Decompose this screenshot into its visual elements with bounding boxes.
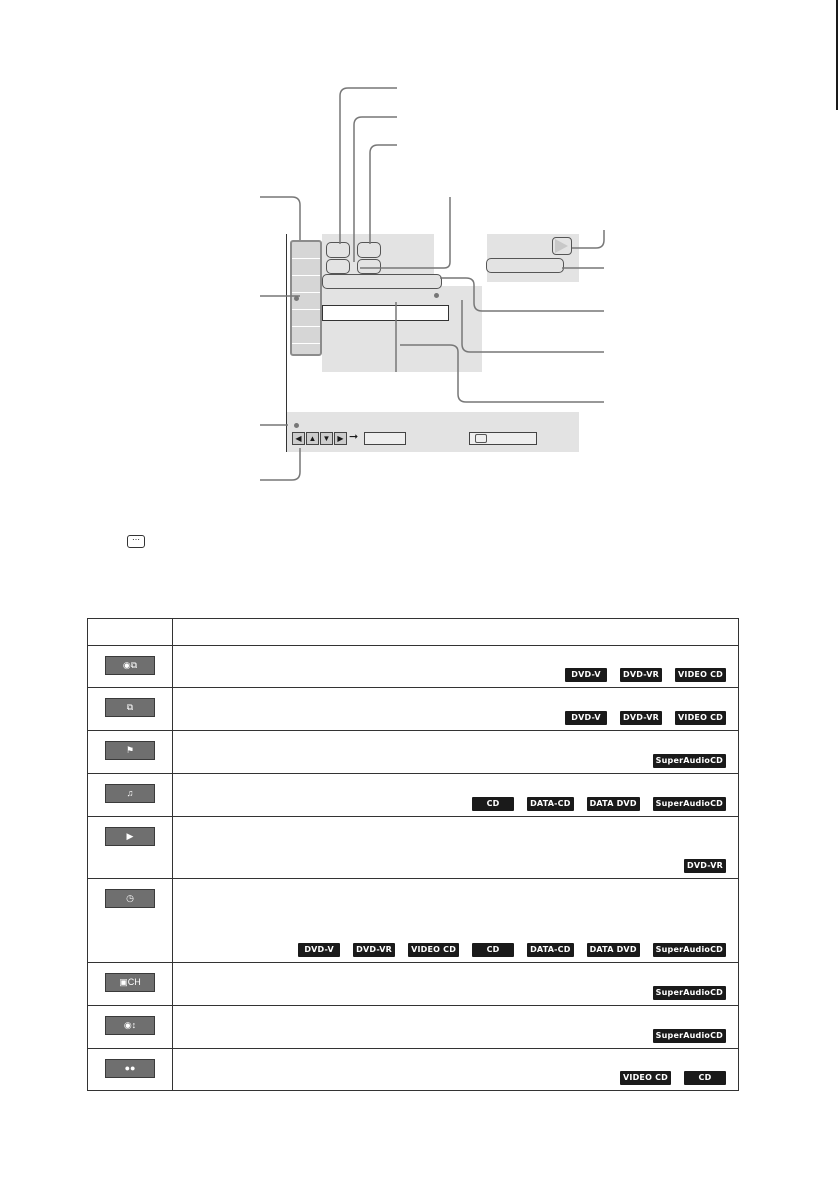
- item-description-cell: [173, 774, 739, 817]
- item-description-cell: [173, 688, 739, 731]
- item-icon-cell: [88, 1049, 173, 1091]
- item-description-cell: [173, 817, 739, 879]
- format-badge: DATA-CD: [527, 797, 573, 811]
- description-header: [173, 619, 739, 646]
- format-badge: DVD-VR: [620, 711, 662, 725]
- item-icon-cell: [88, 817, 173, 879]
- format-badges: [565, 668, 726, 682]
- speaker-channel-icon: ▣CH: [105, 973, 155, 992]
- format-badges: [472, 797, 726, 811]
- format-badge: VIDEO CD: [675, 668, 726, 682]
- item-description-cell: [173, 963, 739, 1006]
- flag-icon: ⚑: [105, 741, 155, 760]
- callout-lines: [0, 0, 840, 520]
- disc-layer-icon: ◉↕: [105, 1016, 155, 1035]
- format-badge: DVD-V: [298, 943, 340, 957]
- format-badge: SuperAudioCD: [653, 797, 726, 811]
- format-badges: [684, 859, 726, 873]
- callout-line: [260, 448, 300, 480]
- item-icon-cell: [88, 879, 173, 963]
- music-note-icon: ♫: [105, 784, 155, 803]
- table-row: [88, 774, 739, 817]
- item-description-cell: [173, 646, 739, 688]
- table-header-row: [88, 619, 739, 646]
- format-badge: DVD-V: [565, 668, 607, 682]
- callout-line: [360, 197, 450, 268]
- callout-line: [370, 145, 397, 244]
- disc-browse-icon: ●●: [105, 1059, 155, 1078]
- table-row: [88, 731, 739, 774]
- item-icon-cell: [88, 688, 173, 731]
- item-header: [88, 619, 173, 646]
- item-icon-cell: [88, 731, 173, 774]
- format-badge: SuperAudioCD: [653, 943, 726, 957]
- format-badge: SuperAudioCD: [653, 1029, 726, 1043]
- disc-clapper-icon: ◉⧉: [105, 656, 155, 675]
- format-badges: [653, 1029, 726, 1043]
- callout-line: [354, 117, 397, 262]
- item-icon-cell: [88, 1006, 173, 1049]
- item-description-cell: [173, 879, 739, 963]
- options-button-symbol: ⋯: [127, 535, 145, 548]
- table-row: [88, 1049, 739, 1091]
- clapperboard-icon: ⧉: [105, 698, 155, 717]
- item-description-cell: [173, 1006, 739, 1049]
- format-badge: SuperAudioCD: [653, 986, 726, 1000]
- table-row: [88, 879, 739, 963]
- item-icon-cell: [88, 774, 173, 817]
- callout-line: [400, 345, 604, 402]
- left-arrow-icon: ◀: [292, 432, 305, 445]
- format-badge: VIDEO CD: [675, 711, 726, 725]
- table-row: [88, 646, 739, 688]
- format-badge: VIDEO CD: [408, 943, 459, 957]
- format-badge: CD: [472, 943, 514, 957]
- format-badge: DATA DVD: [587, 797, 640, 811]
- item-icon-cell: [88, 646, 173, 688]
- down-arrow-icon: ▼: [320, 432, 333, 445]
- format-badge: DVD-VR: [684, 859, 726, 873]
- format-badges: [565, 711, 726, 725]
- format-badges: [653, 754, 726, 768]
- format-badge: SuperAudioCD: [653, 754, 726, 768]
- callout-line: [260, 197, 300, 240]
- format-badge: DVD-VR: [620, 668, 662, 682]
- format-badge: DATA DVD: [587, 943, 640, 957]
- arrow-right-icon: ➞: [349, 431, 359, 443]
- format-badge: CD: [684, 1071, 726, 1085]
- table-row: [88, 688, 739, 731]
- format-badge: DATA-CD: [527, 943, 573, 957]
- up-arrow-icon: ▲: [306, 432, 319, 445]
- format-badges: [298, 943, 726, 957]
- right-arrow-icon: ▶: [334, 432, 347, 445]
- callout-line: [462, 300, 604, 352]
- item-description-cell: [173, 731, 739, 774]
- table-row: [88, 1006, 739, 1049]
- control-menu-item-table: [87, 618, 739, 1091]
- format-badge: DVD-VR: [353, 943, 395, 957]
- callout-line: [340, 88, 397, 244]
- playlist-icon: ▶: [105, 827, 155, 846]
- format-badges: [653, 986, 726, 1000]
- format-badge: DVD-V: [565, 711, 607, 725]
- table-row: [88, 963, 739, 1006]
- callout-line: [440, 278, 604, 311]
- clock-icon: ◷: [105, 889, 155, 908]
- callout-line: [572, 230, 604, 248]
- table-row: [88, 817, 739, 879]
- format-badge: CD: [472, 797, 514, 811]
- format-badge: VIDEO CD: [620, 1071, 671, 1085]
- item-description-cell: [173, 1049, 739, 1091]
- format-badges: [620, 1071, 726, 1085]
- item-icon-cell: [88, 963, 173, 1006]
